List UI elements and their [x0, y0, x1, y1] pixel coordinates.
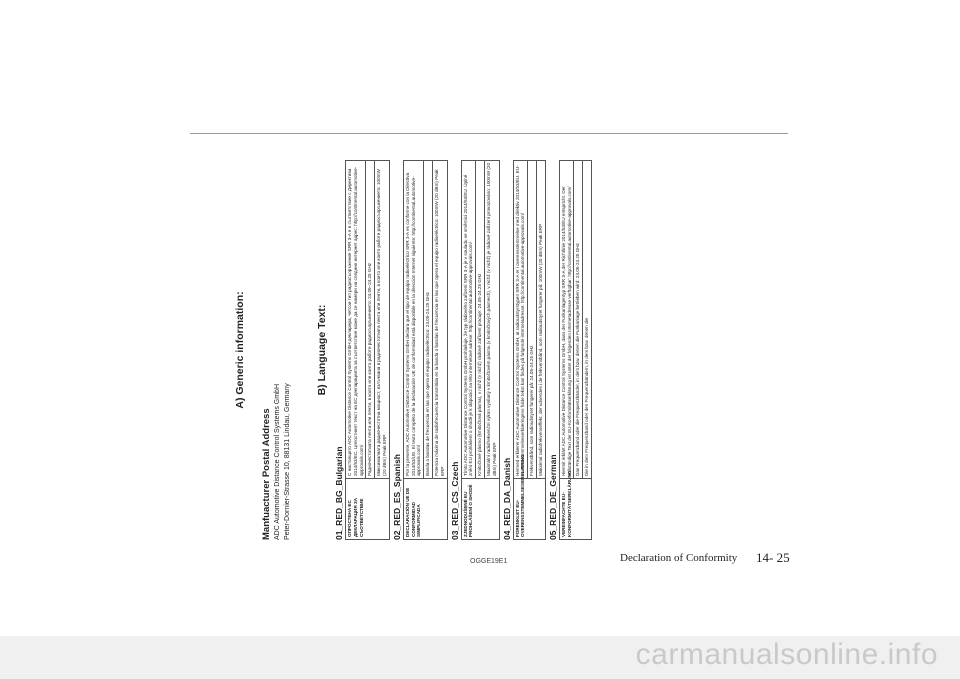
manufacturer-line-2: Peter-Dornier-Strasse 10, 88131 Lindau, Germany	[284, 383, 291, 540]
language-code: 05_RED_DE_German	[547, 454, 558, 540]
language-code: 02_RED_ES_Spanish	[391, 454, 402, 540]
declaration-text: Potencia máxima de radiofrecuencia transmitida en la banda o bandas de frecuencia en las que opera el equipo radioeléctrico: 100mW (20 dBm) Peak ERP	[432, 161, 447, 479]
table-row	[403, 161, 423, 540]
declaration-text: Por la presente, ADC Automotive Distance Control Systems GmbH declara que el tipo de equipo radioeléctrico SRR 3-A es conforme con la Directiva 2014/53/UE. El texto completo de la declaración UE de conformidad está disponible en la dirección Internet siguiente: http://continental.automotive-approvals.com/	[403, 161, 423, 479]
language-code: 04_RED_DA_Danish	[501, 457, 512, 540]
declaration-text: Die in dem Frequenzband oder den Frequenzbändern, in dem bzw. denen die	[583, 161, 592, 479]
declaration-text: Hermed erklærer ADC Automotive Distance Control Systems GmbH, at radioudstyrstypen SRR 3-A er i overensstemmelse med direktiv 2014/53/EU. EU-overensstemmelseserklæringens fulde tekst kan findes på følgende internetadresse: http://continental.automotive-approvals.com/	[513, 161, 528, 479]
section-b-heading: B) Language Text:	[316, 304, 328, 396]
declaration-text: Maksimal radiofrekvenseffekt, der udsendes i de frekvensbånd, som radioudstyret fungerer på: 100mW (20 dBm) Peak ERP	[536, 161, 545, 479]
language-code: 01_RED_BG_Bulgarian	[334, 446, 344, 540]
declaration-text: Радиочестотната лента или ленти, в които или които работи радиосъоръжението: 24.05–24.25 GHz	[366, 161, 375, 479]
page-number: 14- 25	[756, 550, 790, 565]
language-table-block	[513, 160, 546, 540]
declaration-label: ZJEDNODUŠENÉ EU PROHLÁŠENÍ O SHODĚ	[461, 479, 499, 540]
language-table-block	[461, 160, 500, 540]
manufacturer-heading: Manfuacturer Postal Address	[261, 408, 272, 540]
declaration-text: Максималната радиочестотна мощност, излъчвана в радиочестотната лента или ленти, в които или които работи радиосъоръжението: 100mW (20 dBm) Peak ERP	[375, 161, 390, 479]
declaration-text: Das Frequenzband oder die Frequenzbänder, in dem bzw. denen die Funkanlage betrieben wird: 24.05-24.25 GHz	[574, 161, 583, 479]
watermark-text: carmanualsonline.info	[635, 638, 938, 671]
table-row	[346, 161, 366, 540]
manufacturer-line-1: ADC Automotive Distance Control Systems GmbH	[274, 384, 281, 540]
watermark-bar	[0, 636, 960, 679]
language-table-block	[403, 160, 448, 540]
declaration-text: Kmitočtové pásmo (kmitočtová pásma), v nichž (v nichž) rádiové zařízení pracuje: 24.05-24.25 GHz	[476, 161, 485, 479]
section-a-heading: A) Generic information:	[234, 291, 246, 409]
table-row	[513, 161, 528, 540]
declaration-label: VEREINFACHTE EU-KONFORMITÄTSERKLÄRUNG	[559, 479, 591, 540]
rotated-page-content	[200, 160, 780, 540]
language-code: 03_RED_CS_Czech	[449, 461, 460, 540]
language-table-block	[345, 160, 390, 540]
model-code: OGGE19E1	[470, 558, 508, 565]
table-row	[559, 161, 574, 540]
declaration-label: ОПРОСТЕНА ЕС ДЕКЛАРАЦИЯ ЗА СЪОТВЕТСТВИЕ	[346, 479, 390, 540]
declaration-text: Banda o bandas de frecuencia en las que opera el equipo radioeléctrico: 24.05-24.25 GHz	[424, 161, 433, 479]
language-table	[332, 160, 592, 540]
language-table-block	[559, 160, 592, 540]
table-row	[461, 161, 476, 540]
declaration-text: Maximální radiofrekvenční výkon vysílaný v kmitočtovém pásmu (v kmitočtových pásmech), v nichž (v nichž) je rádiové zařízení provozováno: 100mW (20 dBm) Peak ERP	[484, 161, 499, 479]
declaration-label: DECLARACIÓN UE DE CONFORMIDAD SIMPLIFICADA	[403, 479, 447, 540]
declaration-text: С настоящото ADC Automotive Distance Control Systems GmbH декларира, четсои тип радиосъоръжение SRR 3-A е в съответствие с Директива 2014/53/ЕС. Цялостният текст на ЕС декларацията за съответствие може да се намери на следния интернет адрес: http://continental.automotive-approvals.com/	[346, 161, 366, 479]
declaration-text: Tímto ADC Automotive Distance Control Systems GmbH prohlašuje, že typ rádiového zařízení SRR 3-A je v souladu se směrnicí 2014/53/EU. Úplné znění EU prohlášení o shodě je k dispozici na této internetové adrese: http://continental.automotive-approvals.com/	[461, 161, 476, 479]
top-rule	[190, 133, 788, 134]
declaration-label: FORENKLET EU-OVERENSSTEMMELSESERKLÆRING	[513, 479, 545, 540]
declaration-text: Frekvensbånd, som radioudstyret fungerer på: 24.05-24.25 GHz	[528, 161, 537, 479]
declaration-text: Hiermit erklärt ADC Automotive Distance Control Systems GmbH, dass der Funkanlagentyp SRR 3-A der Richtlinie 2014/53/EU entspricht. Der vollständige Text der EU-Konformitätserklärung ist unter der folgenden Internetadresse verfügbar: http://continental.automotive-approvals.com/	[559, 161, 574, 479]
footer-title: Declaration of Conformity	[620, 552, 738, 564]
manufacturer-block	[260, 383, 293, 540]
